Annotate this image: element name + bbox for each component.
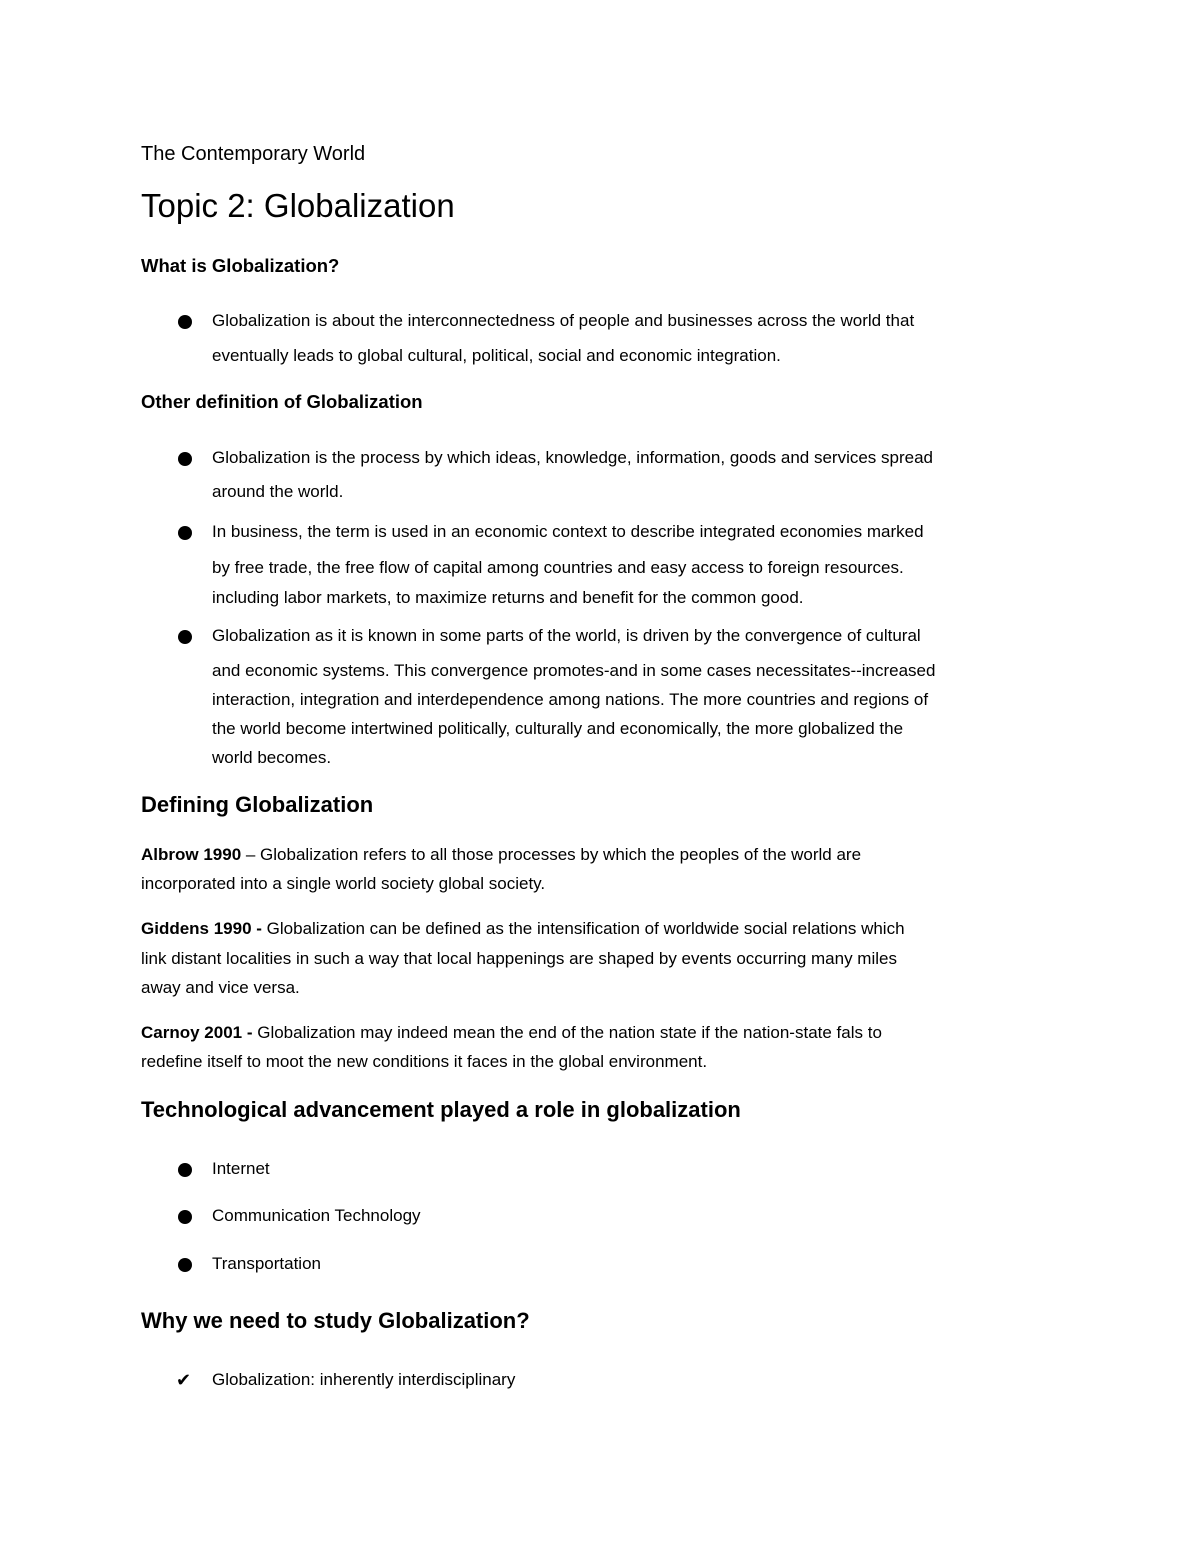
bullet-icon	[178, 315, 192, 329]
page-title: Topic 2: Globalization	[141, 187, 455, 224]
bullet-text: Globalization as it is known in some parts of the world, is driven by the convergence of cultural	[212, 626, 921, 645]
check-mark-icon: ✔	[176, 1370, 192, 1390]
definition-giddens	[141, 917, 905, 941]
bullet-text: Globalization is about the interconnectedness of people and businesses across the world that	[212, 311, 915, 330]
definition-text: redefine itself to moot the new conditions it faces in the global environment.	[141, 1052, 708, 1071]
bullet-icon	[178, 1258, 192, 1272]
author: Carnoy 2001 -	[141, 1023, 253, 1042]
checklist-text: Globalization: inherently interdisciplinary	[212, 1370, 516, 1389]
bullet-icon	[178, 452, 192, 466]
author: Giddens 1990 -	[141, 919, 262, 938]
bullet-icon	[178, 1163, 192, 1177]
bullet-text: Transportation	[212, 1254, 321, 1273]
author: Albrow 1990	[141, 845, 242, 864]
section-heading-what-is: What is Globalization?	[141, 255, 340, 276]
bullet-text: by free trade, the free flow of capital among countries and easy access to foreign resources.	[212, 558, 904, 577]
definition-albrow	[141, 843, 861, 867]
definition-text: – Globalization refers to all those processes by which the peoples of the world are	[241, 845, 862, 864]
bullet-text: interaction, integration and interdependence among nations. The more countries and regions of	[212, 690, 929, 709]
section-heading-tech: Technological advancement played a role in globalization	[141, 1097, 741, 1122]
section-heading-defining: Defining Globalization	[141, 792, 374, 817]
definition-carnoy	[141, 1021, 882, 1045]
section-heading-other-definition: Other definition of Globalization	[141, 391, 423, 412]
definition-text: incorporated into a single world society global society.	[141, 874, 546, 893]
bullet-text: In business, the term is used in an economic context to describe integrated economies marked	[212, 522, 924, 541]
bullet-text: Communication Technology	[212, 1206, 421, 1225]
bullet-text: Internet	[212, 1159, 270, 1178]
definition-text: Globalization can be defined as the intensification of worldwide social relations which	[261, 919, 905, 938]
bullet-text: and economic systems. This convergence promotes-and in some cases necessitates--increased	[212, 661, 936, 680]
bullet-text: including labor markets, to maximize returns and benefit for the common good.	[212, 588, 804, 607]
bullet-icon	[178, 526, 192, 540]
course-title: The Contemporary World	[141, 143, 366, 165]
bullet-text: around the world.	[212, 482, 344, 501]
bullet-text: Globalization is the process by which ideas, knowledge, information, goods and services spread	[212, 448, 934, 467]
bullet-icon	[178, 630, 192, 644]
bullet-icon	[178, 1210, 192, 1224]
bullet-text: world becomes.	[212, 748, 332, 767]
bullet-text: the world become intertwined politically, culturally and economically, the more globalized the	[212, 719, 904, 738]
definition-text: link distant localities in such a way that local happenings are shaped by events occurring many miles	[141, 949, 897, 968]
bullet-text: eventually leads to global cultural, political, social and economic integration.	[212, 346, 781, 365]
definition-text: Globalization may indeed mean the end of the nation state if the nation-state fals to	[252, 1023, 882, 1042]
section-heading-why: Why we need to study Globalization?	[141, 1308, 530, 1333]
definition-text: away and vice versa.	[141, 978, 300, 997]
